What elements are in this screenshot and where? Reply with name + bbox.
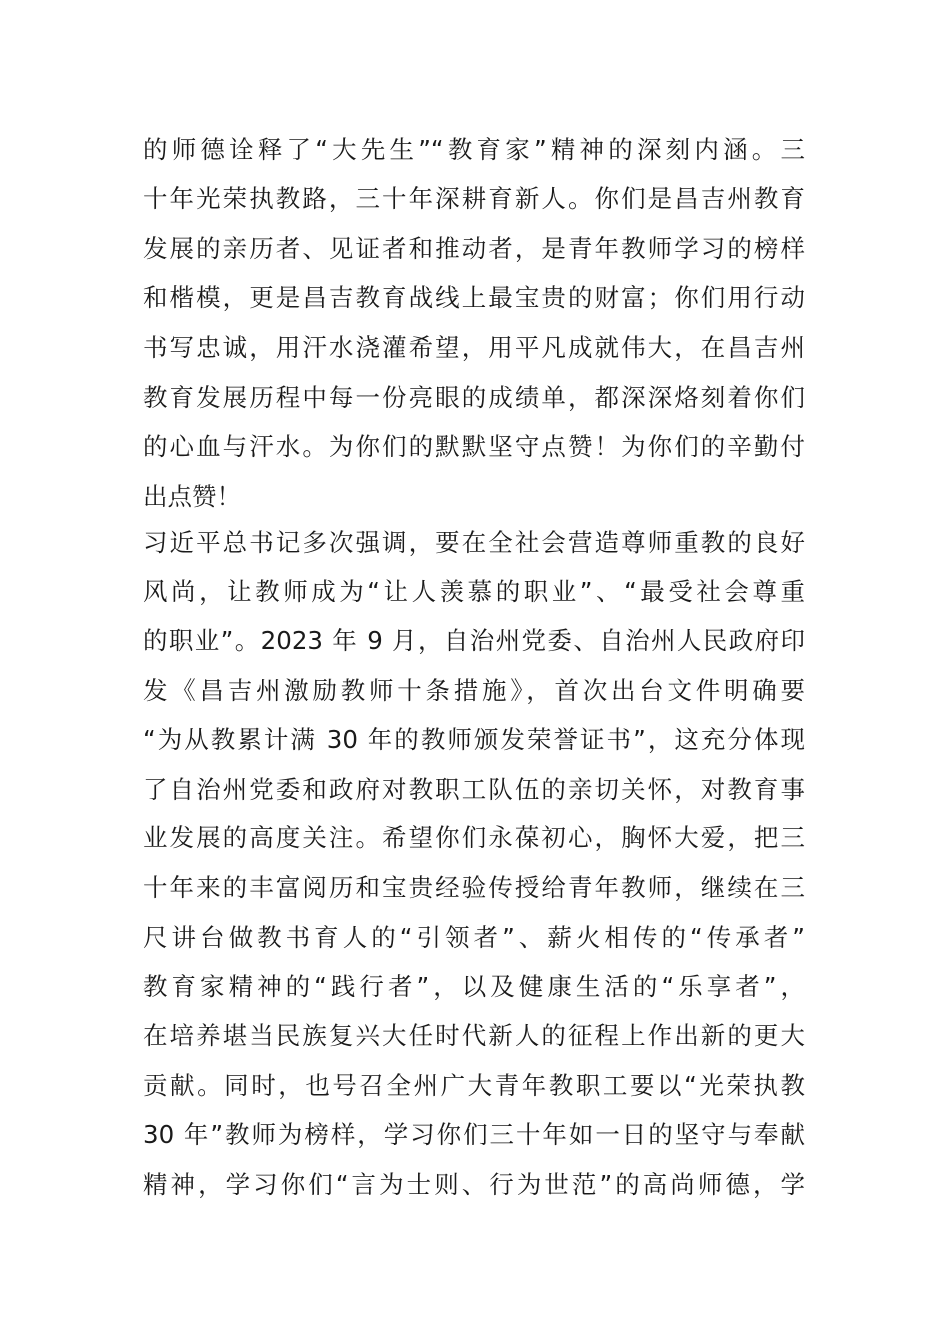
text-line: 发《昌吉州激励教师十条措施》，首次出台文件明确要 (143, 676, 805, 705)
text-line: 发展的亲历者、见证者和推动者，是青年教师学习的榜样 (143, 234, 805, 263)
text-line: 精神，学习你们“言为士则、行为世范”的高尚师德，学 (143, 1170, 805, 1199)
text-line: 的职业”。2023 年 9 月，自治州党委、自治州人民政府印 (143, 626, 805, 655)
text-line: 贡献。同时，也号召全州广大青年教职工要以“光荣执教 (143, 1071, 805, 1100)
text-line: 风尚，让教师成为“让人羡慕的职业”、“最受社会尊重 (143, 577, 805, 606)
text-line: 教育发展历程中每一份亮眼的成绩单，都深深烙刻着你们 (143, 383, 805, 412)
text-line: 习近平总书记多次强调，要在全社会营造尊师重教的良好 (143, 528, 805, 557)
text-line: 书写忠诚，用汗水浇灌希望，用平凡成就伟大，在昌吉州 (143, 333, 805, 362)
text-line: 的心血与汗水。为你们的默默坚守点赞！为你们的辛勤付 (143, 432, 805, 461)
text-line: 尺讲台做教书育人的“引领者”、薪火相传的“传承者” (143, 923, 805, 952)
text-line: 的师德诠释了“大先生”“教育家”精神的深刻内涵。三 (143, 135, 805, 164)
text-line: 教育家精神的“践行者”，以及健康生活的“乐享者”， (143, 972, 805, 1001)
text-line: 十年来的丰富阅历和宝贵经验传授给青年教师，继续在三 (143, 873, 805, 902)
text-line: 十年光荣执教路，三十年深耕育新人。你们是昌吉州教育 (143, 184, 805, 213)
text-line: 出点赞！ (143, 482, 241, 511)
text-line: 了自治州党委和政府对教职工队伍的亲切关怀，对教育事 (143, 775, 805, 804)
text-line: 在培养堪当民族复兴大任时代新人的征程上作出新的更大 (143, 1021, 805, 1050)
text-line: 和楷模，更是昌吉教育战线上最宝贵的财富；你们用行动 (143, 283, 805, 312)
text-line: “为从教累计满 30 年的教师颁发荣誉证书”，这充分体现 (143, 725, 805, 754)
text-line: 业发展的高度关注。希望你们永葆初心，胸怀大爱，把三 (143, 823, 805, 852)
text-line: 30 年”教师为榜样，学习你们三十年如一日的坚守与奉献 (143, 1120, 805, 1149)
